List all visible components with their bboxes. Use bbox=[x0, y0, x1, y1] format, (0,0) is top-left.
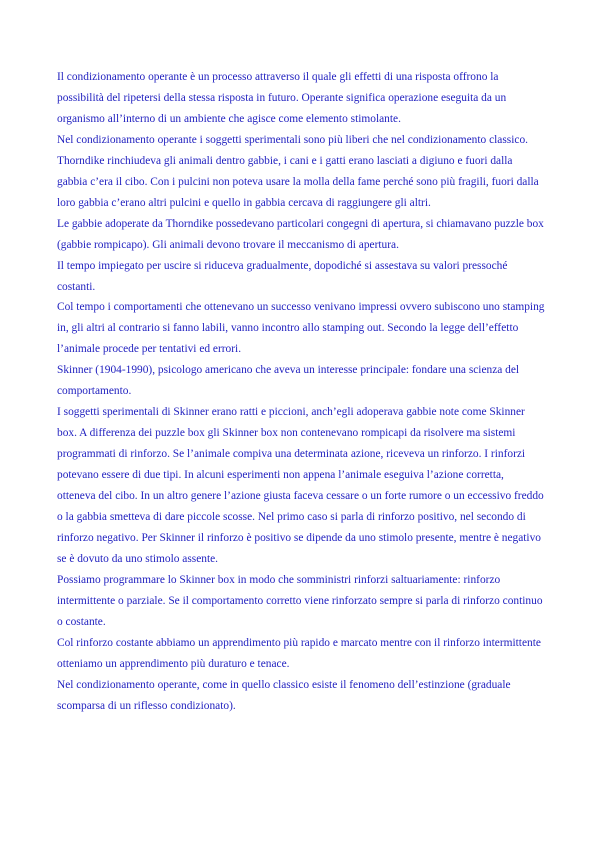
paragraph-constant-reinforcement: Col rinforzo costante abbiamo un apprendimento più rapido e marcato mentre con il rinforzo intermittente otteniamo un apprendimento più duraturo e tenace. bbox=[57, 636, 541, 670]
paragraph-skinner-intro: Skinner (1904-1990), psicologo americano che aveva un interesse principale: fondare una scienza del comportamento. bbox=[57, 364, 520, 398]
paragraph-skinner-box: I soggetti sperimentali di Skinner erano ratti e piccioni, anch’egli adoperava gabbie note come Skinner box. A differenza dei puzzle box gli Skinner box non contenevano rompicapi da risolvere ma sistemi programmati di rinforzo. Se l’animale compiva una determinata azione, riceveva un rinforzo. I rinforzi potevano essere di due tipi. In alcuni esperimenti non appena l’animale eseguiva l’azione corretta, otteneva del cibo. In un altro genere l’azione giusta faceva cessare o un forte rumore o un eccessivo freddo o la gabbia smetteva di dare piccole scosse. Nel primo caso si parla di rinforzo positivo, nel secondo di rinforzo negativo. Per Skinner il rinforzo è positivo se dipende da uno stimolo presente, mentre è negativo se è dovuto da uno stimolo assente. bbox=[57, 406, 544, 565]
paragraph-puzzle-box: Le gabbie adoperate da Thorndike possedevano particolari congegni di apertura, si chiamavano puzzle box (gabbie rompicapo). Gli animali devono trovare il meccanismo di apertura. bbox=[57, 217, 544, 251]
paragraph-extinction: Nel condizionamento operante, come in quello classico esiste il fenomeno dell’estinzione (graduale scomparsa di un riflesso condizionato). bbox=[57, 678, 511, 712]
paragraph-intermittent-reinforcement: Possiamo programmare lo Skinner box in modo che somministri rinforzi saltuariamente: rinforzo intermittente o parziale. Se il comportamento corretto viene rinforzato sempre si parla di rinforzo continuo o costante. bbox=[57, 573, 543, 628]
document-body bbox=[57, 67, 545, 717]
paragraph-stamping: Col tempo i comportamenti che ottenevano un successo venivano impressi ovvero subiscono uno stamping in, gli altri al contrario si fanno labili, vanno incontro allo stamping out. Secondo la legge dell’effetto l’animale procede per tentativi ed errori. bbox=[57, 301, 545, 356]
paragraph-subjects-freedom: Nel condizionamento operante i soggetti sperimentali sono più liberi che nel condizionamento classico. bbox=[57, 133, 528, 146]
paragraph-operant-definition: Il condizionamento operante è un processo attraverso il quale gli effetti di una risposta offrono la possibilità del ripetersi della stessa risposta in futuro. Operante significa operazione eseguita da un organismo all’interno di un ambiente che agisce come elemento stimolante. bbox=[57, 71, 507, 125]
paragraph-thorndike-cages: Thorndike rinchiudeva gli animali dentro gabbie, i cani e i gatti erano lasciati a digiuno e fuori dalla gabbia c’era il cibo. Con i pulcini non poteva usare la molla della fame perché sono più fragili, fuori dalla loro gabbia c’erano altri pulcini e quello in gabbia cercava di raggiungere gli altri. bbox=[57, 154, 539, 209]
paragraph-time-reduction: Il tempo impiegato per uscire si riduceva gradualmente, dopodiché si assestava su valori pressoché costanti. bbox=[57, 259, 508, 293]
